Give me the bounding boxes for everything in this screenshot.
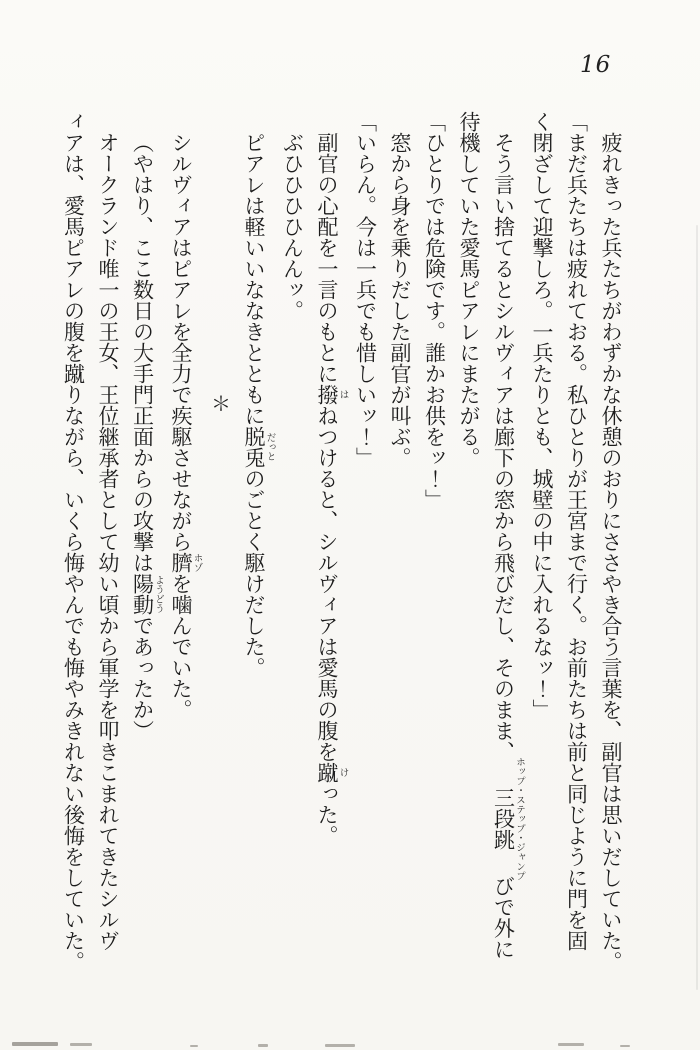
- scan-speck: [558, 1043, 584, 1046]
- ruby-annotated-word: 陽動ようどう: [130, 573, 164, 615]
- scan-speck: [258, 1044, 268, 1047]
- text-column-7: 窓から身を乗りだした副官が叫ぶ。: [388, 132, 412, 468]
- ruby-annotated-word: 三段跳ホップ・ステップ・ジャンプ: [491, 757, 525, 881]
- text-column-8: 「いらん。今は一兵でも惜しいッ！」: [353, 111, 378, 468]
- text-column-1: 疲れきった兵たちがわずかな休憩のおりにささやき合う言葉を、副官は思いだしていた。: [599, 132, 623, 972]
- page-gutter-shadow: [696, 225, 698, 990]
- ruby-annotated-word: 臍ホゾ: [169, 552, 203, 573]
- text-column-14: （やはり、ここ数日の大手門正面からの攻撃は陽動ようどうであったか）: [130, 132, 164, 741]
- page-number: 16: [580, 52, 612, 78]
- text-column-6: 「ひとりでは危険です。誰かお供をッ！」: [422, 111, 447, 510]
- text-column-3: く閉ざして迎撃しろ。一兵たりとも、城壁の中に入れるなッ！」: [530, 111, 554, 720]
- text-block: [56, 111, 628, 991]
- scan-speck: [12, 1042, 58, 1046]
- text-column-2: 「まだ兵たちは疲れておる。私ひとりが王宮まで行く。お前たちは前と同じように門を固: [564, 111, 589, 951]
- text-column-5: 待機していた愛馬ピアレにまたがる。: [457, 111, 481, 468]
- ruby-annotated-word: 蹴け: [315, 762, 349, 783]
- scan-speck: [620, 1045, 630, 1047]
- ruby-annotated-word: 脱兎だっと: [242, 426, 276, 468]
- scan-speck: [325, 1044, 355, 1047]
- text-column-11: ピアレは軽いいななきとともに脱兎だっとのごとく駆けだした。: [242, 132, 276, 678]
- text-column-9: 副官の心配を一言のもとに撥はねつけると、シルヴィアは愛馬の腹を蹴けった。: [315, 132, 349, 846]
- text-column-15: オークランド唯一の王女、王位継承者として幼い頃から軍学を叩きこまれてきたシルヴ: [96, 132, 120, 951]
- text-column-10: ぶひひひひんんッ。: [280, 132, 305, 321]
- text-column-4: そう言い捨てるとシルヴィアは廊下の窓から飛びだし、そのまま、三段跳ホップ・ステップ・ジャンプびで外に: [491, 132, 525, 960]
- section-break-asterisk: ＊: [207, 393, 232, 413]
- text-column-13: シルヴィアはピアレを全力で疾駆させながら臍ホゾを噛んでいた。: [169, 132, 203, 720]
- scan-speck: [190, 1045, 198, 1047]
- scan-speck: [70, 1043, 92, 1046]
- text-column-16: ィアは、愛馬ピアレの腹を蹴りながら、いくら悔やんでも悔やみきれない後悔をしていた。: [61, 111, 86, 972]
- ruby-annotated-word: 撥は: [315, 384, 349, 405]
